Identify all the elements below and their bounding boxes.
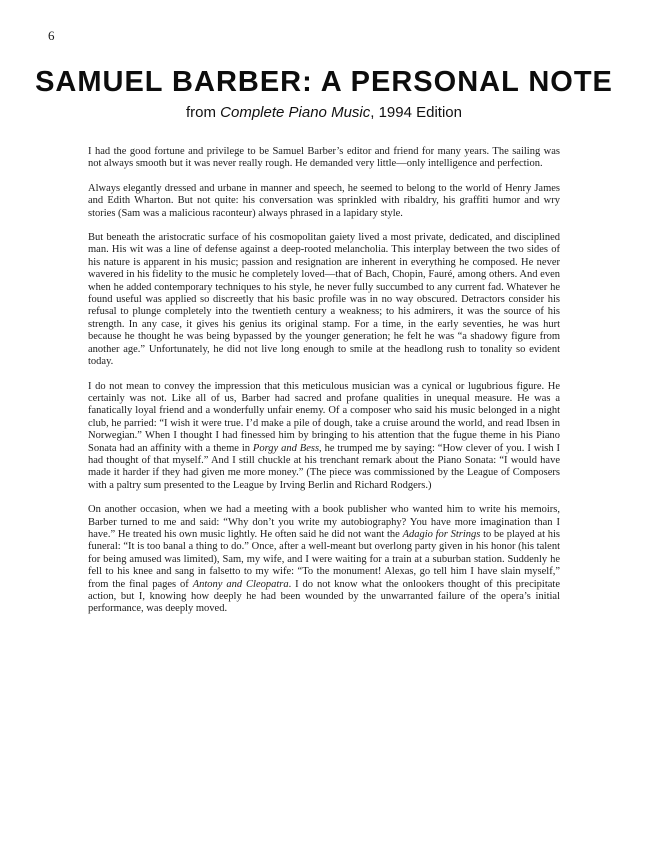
paragraph [88, 504, 560, 616]
text-segment: , 1994 Edition [370, 104, 462, 121]
paragraph [88, 232, 560, 368]
paragraph [88, 381, 560, 493]
text-segment: But beneath the aristocratic surface of his cosmopolitan gaiety lived a most private, dedicated, and disciplined man. His wit was a line of defense against a deep-rooted melancholia. This interplay between the two sides of his nature is apparent in his music; passion and resignation are inherent in everything he composed. He never wavered in his fidelity to the music he completely loved—that of Bach, Chopin, Fauré, among others. And even when he added contemporary techniques to his style, he never fully succumbed to any current fad. Whatever he found useful was applied so discreetly that his basic profile was in no way obscured. Detractors consider his refusal to plunge completely into the twentieth century a weakness; to his admirers, it was the source of his strength. In any case, it gives his genius its original stamp. For a time, in the early seventies, he was hurt because he thought he was being bypassed by the younger generation; he felt he was “a shadowy figure from another age.” Unfortunately, he did not live long enough to smile at the headlong rush to tonality so evident today. [88, 232, 560, 368]
italic-text-segment: Complete Piano Music [220, 104, 371, 121]
page-number: 6 [48, 28, 55, 43]
paragraph [88, 183, 560, 220]
italic-text-segment: Adagio for Strings [402, 528, 481, 540]
text-segment: I had the good fortune and privilege to be Samuel Barber’s editor and friend for many years. The sailing was not always smooth but it was never really rough. He demanded very little—only intelligence and perfection. [88, 146, 560, 170]
paragraph [88, 146, 560, 171]
text-segment: to be played at his funeral: “It is too banal a thing to do.” Once, after a well-meant but overlong party given in his honor (his talent for being amused was limited), Sam, my wife, and I were waiting for a train at a suburban station. Suddenly he fell to his knee and sang in falsetto to my wife: “To the monument! Alexas, go tell him I have slain myself,” from the final pages of [88, 528, 561, 590]
text-segment: , he trumped me by saying: “How clever of you. I wish I had thought of that myself.” And I still chuckle at his trenchant remark about the Piano Sonata: “I would have made it harder if they had given me more money.” (The piece was commissioned by the League of Composers with a paltry sum presented to the League by Irving Berlin and Richard Rodgers.) [88, 442, 561, 491]
text-segment: . I do not know what the onlookers thought of this precipitate action, but I, knowing how deeply he had been wounded by the unwarranted failure of the opera’s initial performance, was deeply moved. [88, 578, 560, 615]
text-segment: On another occasion, when we had a meeting with a book publisher who wanted him to write his memoirs, Barber turned to me and said: “Why don’t you write my autobiography? You have more imagination than I have.” He treated his own music lightly. He often said he did not want the [88, 504, 560, 540]
italic-text-segment: Porgy and Bess [252, 442, 320, 454]
italic-text-segment: Antony and Cleopatra [192, 578, 289, 590]
page-title: SAMUEL BARBER: A PERSONAL NOTE [35, 66, 613, 98]
text-segment: I do not mean to convey the impression that this meticulous musician was a cynical or lugubrious figure. He certainly was not. Like all of us, Barber had sacred and profane qualities in unequal measure. He was a fanatically loyal friend and a wonderfully unfair enemy. Of a composer who said his music belonged in a night club, he parried: “I wish it were true. I’d make a pile of dough, take a cruise around the world, and read Ibsen in Norwegian.” When I thought I had finessed him by bringing to his attention that the fugue theme in his Piano Sonata had an affinity with a theme in [88, 380, 560, 454]
page-subtitle [0, 104, 648, 121]
body-text [88, 146, 560, 616]
text-segment: from [186, 104, 221, 121]
text-segment: Always elegantly dressed and urbane in manner and speech, he seemed to belong to the world of Henry James and Edith Wharton. But not quite: his conversation was sprinkled with ribaldry, his graffiti humor and wry stories (Sam was a malicious raconteur) always phrased in a lapidary style. [88, 182, 560, 219]
